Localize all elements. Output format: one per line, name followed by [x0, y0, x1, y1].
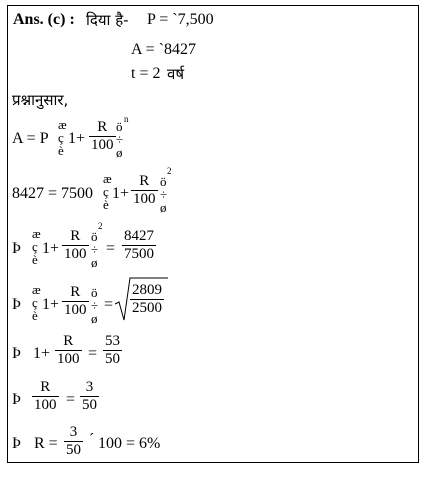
- step1-fraction-den: 100: [91, 137, 114, 153]
- step2-one-plus: 1+: [112, 185, 130, 202]
- step3-fraction-den: 100: [64, 246, 87, 262]
- step3-arrow: Þ: [12, 240, 21, 257]
- step2-brace-bot: è: [103, 197, 109, 212]
- step5-equals: =: [88, 345, 98, 362]
- step5-fraction: [55, 333, 82, 368]
- step4-brace-top: æ: [32, 282, 41, 297]
- answer-label: Ans. (c) :: [13, 11, 75, 28]
- step1-close-mid: ÷: [116, 132, 124, 147]
- step2-close-bot: ø: [160, 200, 167, 215]
- step7-fraction-num: 3: [69, 424, 78, 440]
- step4-brace-bot: è: [32, 308, 38, 323]
- step3-rhs-num: 8427: [124, 228, 154, 244]
- step4-close-top: ö: [91, 285, 98, 300]
- step5-rhs-fraction: [103, 333, 122, 368]
- step4-one-plus: 1+: [42, 296, 60, 313]
- step4-fraction-den: 100: [64, 302, 87, 318]
- step7-fraction-den: 50: [66, 442, 81, 458]
- principal-value: P = `7,500: [147, 11, 214, 28]
- step4-brace-mid: ç: [32, 295, 38, 310]
- step4-close-mid: ÷: [91, 298, 99, 313]
- step2-lhs: 8427 = 7500: [12, 185, 94, 202]
- step2-fraction-num: R: [139, 173, 150, 189]
- step5-lhs: 1+: [33, 345, 51, 362]
- step3-fraction: [62, 228, 89, 263]
- step6-fraction: [32, 379, 59, 414]
- step5-rhs-num: 53: [105, 333, 120, 349]
- step1-exponent: n: [124, 114, 129, 124]
- step3-brace-top: æ: [32, 226, 41, 241]
- amount-value: A = `8427: [131, 41, 197, 58]
- step6-rhs-num: 3: [85, 379, 94, 395]
- step4-close-bot: ø: [91, 311, 98, 326]
- step2-exponent: 2: [167, 166, 172, 176]
- step4-equals: =: [104, 296, 114, 313]
- step4-rhs-num: 2809: [132, 282, 162, 298]
- step1-one-plus: 1+: [68, 130, 86, 147]
- step2-close-top: ö: [160, 174, 167, 189]
- step2-fraction-den: 100: [133, 191, 156, 207]
- step4-fraction-num: R: [70, 284, 81, 300]
- given-text: दिया है-: [86, 11, 129, 29]
- step4-fraction: [62, 284, 89, 319]
- step3-close-bot: ø: [91, 255, 98, 270]
- step2-brace-mid: ç: [103, 184, 109, 199]
- step5-fraction-num: R: [63, 333, 74, 349]
- step6-rhs-fraction: [80, 379, 99, 414]
- step7-result: 100 = 6%: [98, 435, 161, 452]
- step1-brace-mid: ç: [58, 130, 64, 145]
- step4-rhs-fraction: [130, 282, 164, 317]
- step3-exponent: 2: [98, 221, 103, 231]
- step3-close-top: ö: [91, 229, 98, 244]
- step5-fraction-den: 100: [57, 351, 80, 367]
- step7-fraction: [64, 424, 83, 459]
- step3-brace-bot: è: [32, 252, 38, 267]
- step3-close-mid: ÷: [91, 242, 99, 257]
- step1-brace-top: æ: [58, 117, 67, 132]
- step6-fraction-den: 100: [34, 397, 57, 413]
- step6-equals: =: [66, 391, 76, 408]
- step4-arrow: Þ: [12, 296, 21, 313]
- step7-arrow: Þ: [12, 435, 21, 452]
- step1-fraction-num: R: [97, 119, 108, 135]
- step2-fraction: [131, 173, 158, 208]
- according-to-question: प्रश्नानुसार,: [12, 91, 69, 109]
- step5-arrow: Þ: [12, 345, 21, 362]
- step3-brace-mid: ç: [32, 239, 38, 254]
- step6-fraction-num: R: [40, 379, 51, 395]
- step1-close-top: ö: [116, 119, 123, 134]
- step2-brace-top: æ: [103, 171, 112, 186]
- step1-close-bot: ø: [116, 145, 123, 160]
- step4-rhs-den: 2500: [132, 300, 162, 316]
- step1-lhs: A = P: [12, 130, 49, 147]
- step3-fraction-num: R: [70, 228, 81, 244]
- step3-rhs-den: 7500: [124, 246, 154, 262]
- time-unit: वर्ष: [167, 65, 185, 83]
- step1-brace-bot: è: [58, 143, 64, 158]
- step7-times: ´: [89, 431, 95, 448]
- step7-lhs: R =: [34, 435, 58, 452]
- step3-rhs-fraction: [122, 228, 156, 263]
- step2-close-mid: ÷: [160, 187, 168, 202]
- time-value: t = 2: [131, 65, 161, 82]
- step3-one-plus: 1+: [42, 240, 60, 257]
- step6-rhs-den: 50: [82, 397, 97, 413]
- step5-rhs-den: 50: [105, 351, 120, 367]
- step6-arrow: Þ: [12, 391, 21, 408]
- step3-equals: =: [106, 240, 116, 257]
- step1-fraction: [89, 119, 116, 154]
